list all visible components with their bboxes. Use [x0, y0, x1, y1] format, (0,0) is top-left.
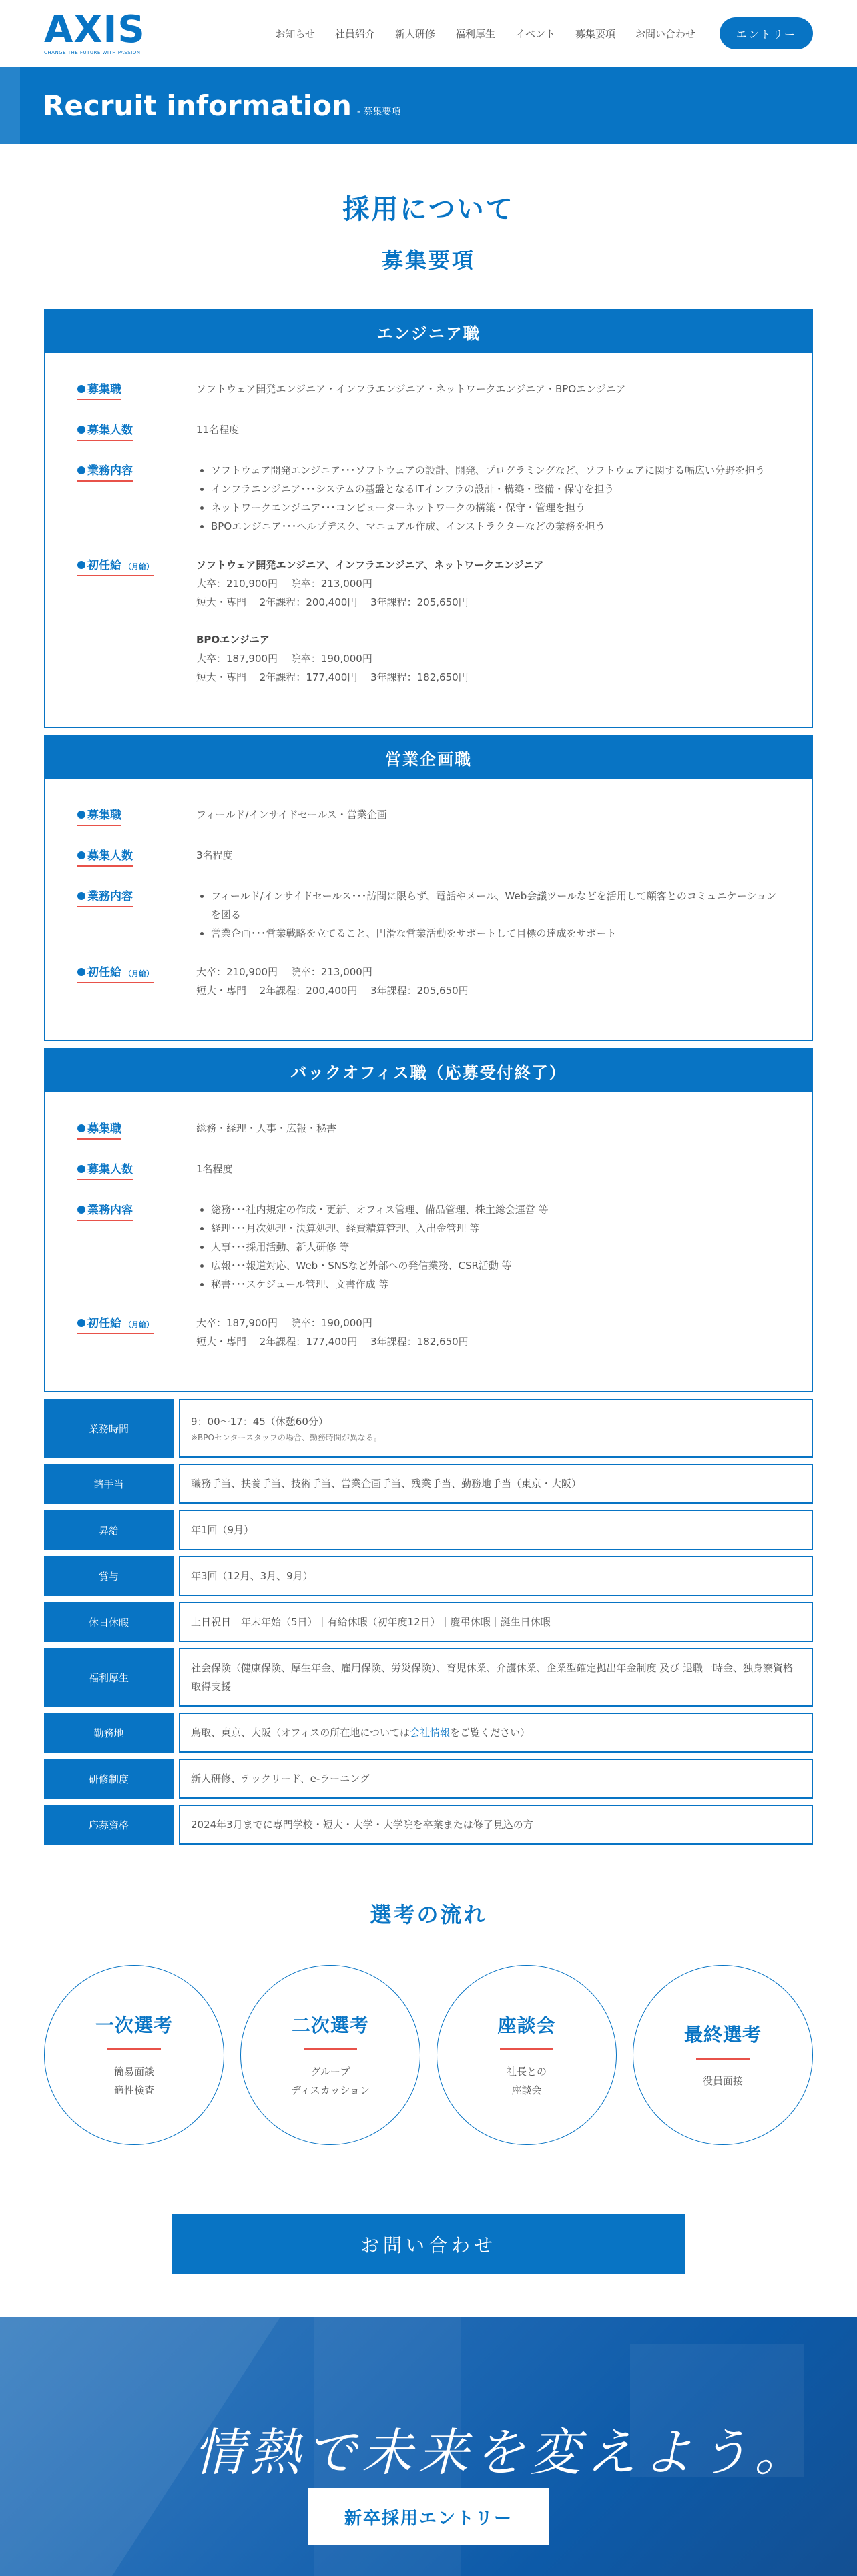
salary-line: 大卒：187,900円 院卒：190,000円 — [196, 1317, 372, 1329]
row-label: 研修制度 — [44, 1759, 174, 1799]
job-row-count — [77, 1160, 780, 1180]
job-row-duties — [77, 1200, 780, 1294]
nav-recruit[interactable]: 募集要項 — [575, 27, 615, 40]
count-value: 1名程度 — [196, 1163, 233, 1175]
duties-list — [196, 1200, 780, 1294]
job-row-duties — [77, 887, 780, 943]
bullet-dot-icon — [77, 968, 85, 976]
bullet-dot-icon — [77, 385, 85, 393]
site-header — [0, 0, 857, 67]
nav-news[interactable]: お知らせ — [275, 27, 315, 40]
label-text: 初任給 — [87, 966, 121, 979]
list-item: 経理･･･月次処理・決算処理、経費精算管理、入出金管理 等 — [196, 1219, 780, 1238]
label-note: （月給） — [124, 969, 154, 978]
bullet-dot-icon — [77, 1319, 85, 1327]
nav-event[interactable]: イベント — [515, 27, 555, 40]
label-text: 募集職 — [87, 809, 121, 822]
list-item: インフラエンジニア･･･システムの基盤となるITインフラの設計・構築・整備・保守を担う — [196, 480, 780, 498]
salary-line: 大卒：187,900円 院卒：190,000円 — [196, 653, 372, 665]
flow-step-final — [633, 1965, 813, 2145]
row-value: 社会保険（健康保険、厚生年金、雇用保険、労災保険）、育児休業、介護休業、企業型確定拠出年金制度 及び 退職一時金、独身寮資格取得支援 — [179, 1648, 813, 1707]
label-text: 募集人数 — [87, 1163, 133, 1176]
position-value: フィールド/インサイドセールス・営業企画 — [196, 809, 387, 821]
content-wrap — [44, 309, 813, 2145]
row-note: ※BPOセンタースタッフの場合、勤務時間が異なる。 — [191, 1433, 382, 1442]
step-title: 座談会 — [497, 2014, 556, 2036]
bullet-dot-icon — [77, 811, 85, 819]
hero-copy: 情熱で未来を変えよう。 — [194, 2423, 810, 2482]
job-row-salary — [77, 963, 780, 1000]
nav-training[interactable]: 新人研修 — [394, 27, 435, 40]
bullet-dot-icon — [77, 1206, 85, 1214]
bullet-dot-icon — [77, 892, 85, 900]
table-row — [44, 1713, 813, 1753]
table-row — [44, 1648, 813, 1707]
bullet-dot-icon — [77, 851, 85, 859]
page-subtitle: - 募集要項 — [356, 107, 401, 117]
row-label: 賞与 — [44, 1556, 174, 1596]
flow-step-roundtable — [437, 1965, 617, 2145]
table-row — [44, 1399, 813, 1458]
label-text: 業務内容 — [87, 890, 133, 903]
job-title: バックオフィス職（応募受付終了） — [45, 1049, 812, 1092]
page-title-bar — [0, 67, 857, 144]
step-divider — [107, 2048, 161, 2050]
graduate-entry-button[interactable]: 新卒採用エントリー — [308, 2488, 549, 2545]
job-card-engineer — [44, 309, 813, 728]
section-subtitle: 募集要項 — [381, 248, 475, 273]
step-divider — [304, 2048, 357, 2050]
bullet-dot-icon — [77, 466, 85, 474]
row-label: 応募資格 — [44, 1805, 174, 1845]
entry-button[interactable]: エントリー — [720, 17, 813, 49]
list-item: 営業企画･･･営業戦略を立てること、円滑な営業活動をサポートして目標の達成をサポート — [196, 924, 780, 943]
row-label: 昇給 — [44, 1510, 174, 1550]
job-row-position — [77, 805, 780, 826]
row-label: 福利厚生 — [44, 1648, 174, 1707]
step-title: 最終選考 — [683, 2023, 762, 2046]
flow-step-first — [44, 1965, 224, 2145]
job-card-backoffice — [44, 1048, 813, 1392]
row-value — [191, 1723, 801, 1742]
list-item: BPOエンジニア･･･ヘルプデスク、マニュアル作成、インストラクターなどの業務を担う — [196, 517, 780, 536]
footer-hero — [0, 2317, 857, 2576]
section-title: 採用について — [342, 194, 515, 225]
bullet-dot-icon — [77, 1165, 85, 1173]
nav-welfare[interactable]: 福利厚生 — [455, 27, 495, 40]
salary-group-title: BPOエンジニア — [196, 634, 270, 646]
label-text: 業務内容 — [87, 1204, 133, 1217]
step-desc: 座談会 — [511, 2084, 542, 2096]
step-desc: ディスカッション — [290, 2084, 370, 2096]
row-label: 業務時間 — [44, 1399, 174, 1458]
label-text: 初任給 — [87, 1317, 121, 1330]
row-value: 土日祝日｜年末年始（5日）｜有給休暇（初年度12日）｜慶弔休暇｜誕生日休暇 — [179, 1602, 813, 1642]
label-text: 業務内容 — [87, 464, 133, 478]
salary-line: 大卒：210,900円 院卒：213,000円 — [196, 578, 372, 590]
count-value: 11名程度 — [196, 424, 240, 436]
table-row — [44, 1759, 813, 1799]
job-row-salary — [77, 1314, 780, 1351]
row-value: 年1回（9月） — [179, 1510, 813, 1550]
list-item: フィールド/インサイドセールス･･･訪問に限らず、電話やメール、Web会議ツールなどを活用して顧客とのコミュニケーションを図る — [196, 887, 780, 924]
salary-line: 大卒：210,900円 院卒：213,000円 — [196, 966, 372, 978]
list-item: 総務･･･社内規定の作成・更新、オフィス管理、備品管理、株主総会運営 等 — [196, 1200, 780, 1219]
step-desc: 社長との — [506, 2065, 547, 2078]
bullet-dot-icon — [77, 426, 85, 434]
job-row-position — [77, 1119, 780, 1140]
flow-heading: 選考の流れ — [370, 1902, 487, 1927]
selection-flow — [44, 1965, 813, 2145]
axis-logo[interactable] — [44, 8, 146, 55]
duties-list — [196, 887, 780, 943]
table-row — [44, 1556, 813, 1596]
count-value: 3名程度 — [196, 849, 233, 861]
job-row-count — [77, 846, 780, 867]
job-card-sales — [44, 735, 813, 1041]
step-desc: グループ — [310, 2065, 350, 2078]
flow-step-second — [240, 1965, 420, 2145]
section-heading — [0, 188, 857, 274]
step-title: 一次選考 — [95, 2014, 173, 2036]
row-label: 諸手当 — [44, 1464, 174, 1504]
label-text: 募集職 — [87, 1122, 121, 1136]
row-label: 休日休暇 — [44, 1602, 174, 1642]
list-item: ソフトウェア開発エンジニア･･･ソフトウェアの設計、開発、プログラミングなど、ソフトウェアに関する幅広い分野を担う — [196, 461, 780, 480]
value-text: をご覧ください） — [450, 1727, 531, 1739]
label-text: 募集人数 — [87, 849, 133, 863]
list-item: 秘書･･･スケジュール管理、文書作成 等 — [196, 1275, 780, 1294]
job-row-duties — [77, 461, 780, 536]
label-note: （月給） — [124, 562, 154, 571]
row-value: 2024年3月までに専門学校・短大・大学・大学院を卒業または修了見込の方 — [179, 1805, 813, 1845]
step-title: 二次選考 — [291, 2014, 369, 2036]
position-value: ソフトウェア開発エンジニア・インフラエンジニア・ネットワークエンジニア・BPOエンジニア — [196, 383, 626, 395]
job-row-count — [77, 420, 780, 441]
logo-wordmark: AXIS — [44, 8, 146, 51]
row-value: 新人研修、テックリード、e-ラーニング — [179, 1759, 813, 1799]
nav-staff[interactable]: 社員紹介 — [334, 27, 375, 40]
table-row — [44, 1805, 813, 1845]
job-title: エンジニア職 — [45, 310, 812, 353]
salary-line: 短大・専門 2年課程：177,400円 3年課程：182,650円 — [196, 671, 469, 683]
company-info-link[interactable]: 会社情報 — [410, 1727, 451, 1739]
job-row-salary — [77, 556, 780, 687]
logo-tagline: CHANGE THE FUTURE WITH PASSION — [44, 50, 141, 55]
row-label: 勤務地 — [44, 1713, 174, 1753]
step-desc: 適性検査 — [113, 2084, 154, 2096]
global-nav — [255, 27, 695, 41]
label-text: 募集職 — [87, 383, 121, 396]
table-row — [44, 1602, 813, 1642]
row-value: 9：00〜17：45（休憩60分） — [191, 1416, 328, 1428]
job-row-position — [77, 380, 780, 400]
step-desc: 簡易面談 — [113, 2065, 154, 2078]
table-row — [44, 1510, 813, 1550]
nav-contact[interactable]: お問い合わせ — [635, 27, 695, 40]
step-divider — [696, 2058, 750, 2060]
bullet-dot-icon — [77, 1124, 85, 1132]
conditions-table — [44, 1399, 813, 1845]
bullet-dot-icon — [77, 561, 85, 569]
list-item: 広報･･･報道対応、Web・SNSなど外部への発信業務、CSR活動 等 — [196, 1256, 780, 1275]
label-note: （月給） — [124, 1320, 154, 1329]
contact-button[interactable]: お問い合わせ — [172, 2214, 685, 2274]
list-item: ネットワークエンジニア･･･コンピューターネットワークの構築・保守・管理を担う — [196, 498, 780, 517]
step-desc: 役員面接 — [702, 2074, 743, 2087]
list-item: 人事･･･採用活動、新人研修 等 — [196, 1238, 780, 1256]
position-value: 総務・経理・人事・広報・秘書 — [196, 1122, 337, 1134]
job-title: 営業企画職 — [45, 736, 812, 779]
salary-line: 短大・専門 2年課程：177,400円 3年課程：182,650円 — [196, 1336, 469, 1348]
duties-list — [196, 461, 780, 536]
salary-line: 短大・専門 2年課程：200,400円 3年課程：205,650円 — [196, 596, 469, 608]
row-value: 年3回（12月、3月、9月） — [179, 1556, 813, 1596]
row-value: 職務手当、扶養手当、技術手当、営業企画手当、残業手当、勤務地手当（東京・大阪） — [179, 1464, 813, 1504]
label-text: 募集人数 — [87, 424, 133, 437]
table-row — [44, 1464, 813, 1504]
salary-line: 短大・専門 2年課程：200,400円 3年課程：205,650円 — [196, 985, 469, 997]
salary-group-title: ソフトウェア開発エンジニア、インフラエンジニア、ネットワークエンジニア — [196, 559, 544, 571]
step-divider — [500, 2048, 553, 2050]
value-text: 鳥取、東京、大阪（オフィスの所在地については — [191, 1727, 410, 1739]
page-title: Recruit information — [43, 89, 352, 122]
label-text: 初任給 — [87, 559, 121, 572]
